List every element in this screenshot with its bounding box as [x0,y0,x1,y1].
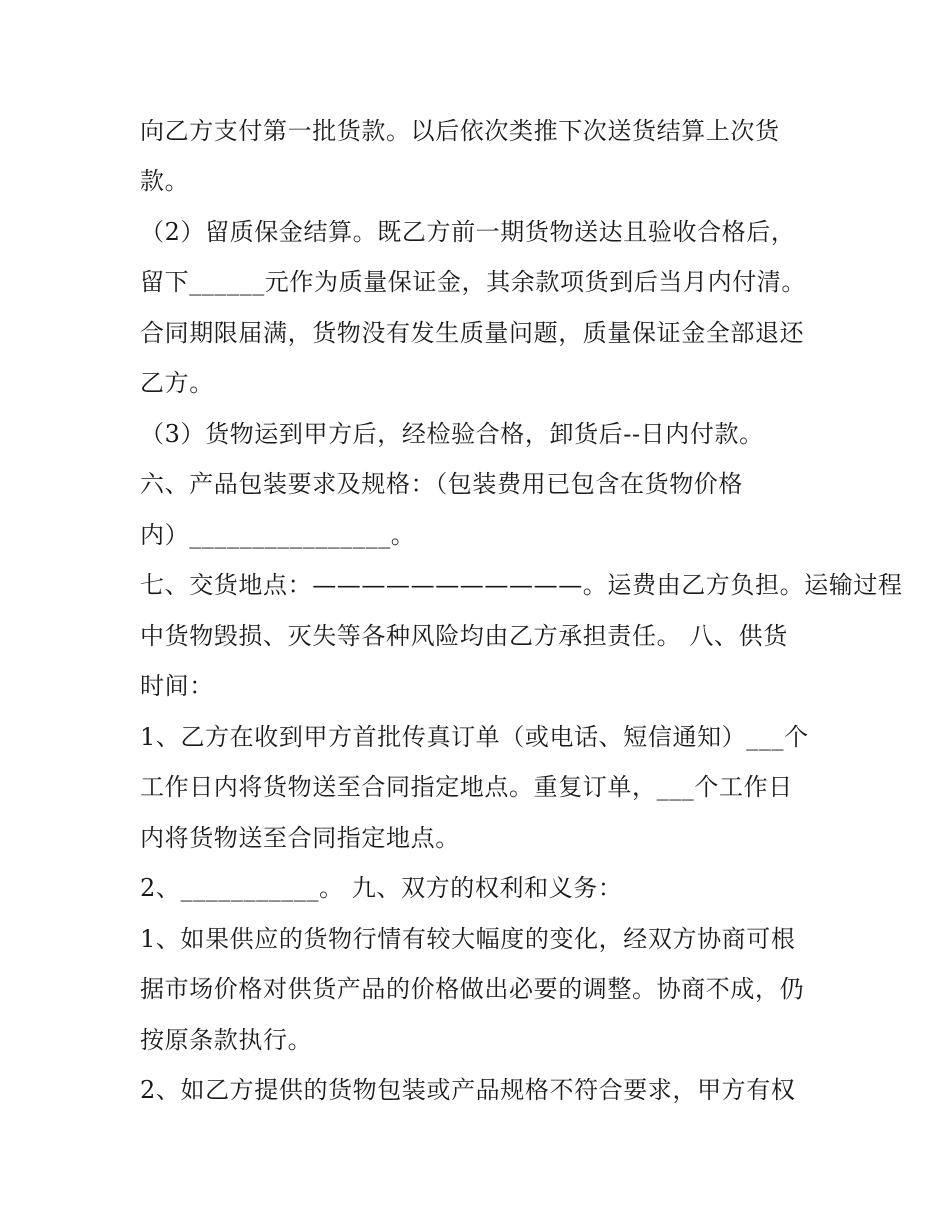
text-line: 2、如乙方提供的货物包装或产品规格不符合要求，甲方有权 [140,1076,796,1104]
text-line: 合同期限届满，货物没有发生质量问题，质量保证金全部退还 [140,319,805,347]
text-line: 内将货物送至合同指定地点。 [140,824,460,852]
text-line: 按原条款执行。 [140,1026,313,1054]
text-line: 内）________________。 [140,521,416,549]
text-line: 留下______元作为质量保证金，其余款项货到后当月内付清。 [140,268,806,296]
text-line: 1、乙方在收到甲方首批传真订单（或电话、短信通知）___个 [140,723,809,751]
text-line: 款。 [140,167,190,195]
text-line: （3）货物运到甲方后，经检验合格，卸货后--日内付款。 [140,420,764,448]
text-line: 2、___________。 九、双方的权利和义务： [140,874,623,902]
text-line: 时间： [140,672,214,700]
text-line: （2）留质保金结算。既乙方前一期货物送达且验收合格后， [140,218,796,246]
text-line: 乙方。 [140,369,214,397]
text-line: 向乙方支付第一批货款。以后依次类推下次送货结算上次货 [140,117,780,145]
text-line: 据市场价格对供货产品的价格做出必要的调整。协商不成，仍 [140,975,805,1003]
text-line: 1、如果供应的货物行情有较大幅度的变化，经双方协商可根 [140,925,796,953]
text-line: 工作日内将货物送至合同指定地点。重复订单，___个工作日 [140,773,793,801]
text-line: 七、交货地点：———————————。运费由乙方负担。运输过程 [140,571,903,599]
text-line: 六、产品包装要求及规格：（包装费用已包含在货物价格 [140,470,743,498]
text-line: 中货物毁损、灭失等各种风险均由乙方承担责任。 八、供货 [140,622,788,650]
